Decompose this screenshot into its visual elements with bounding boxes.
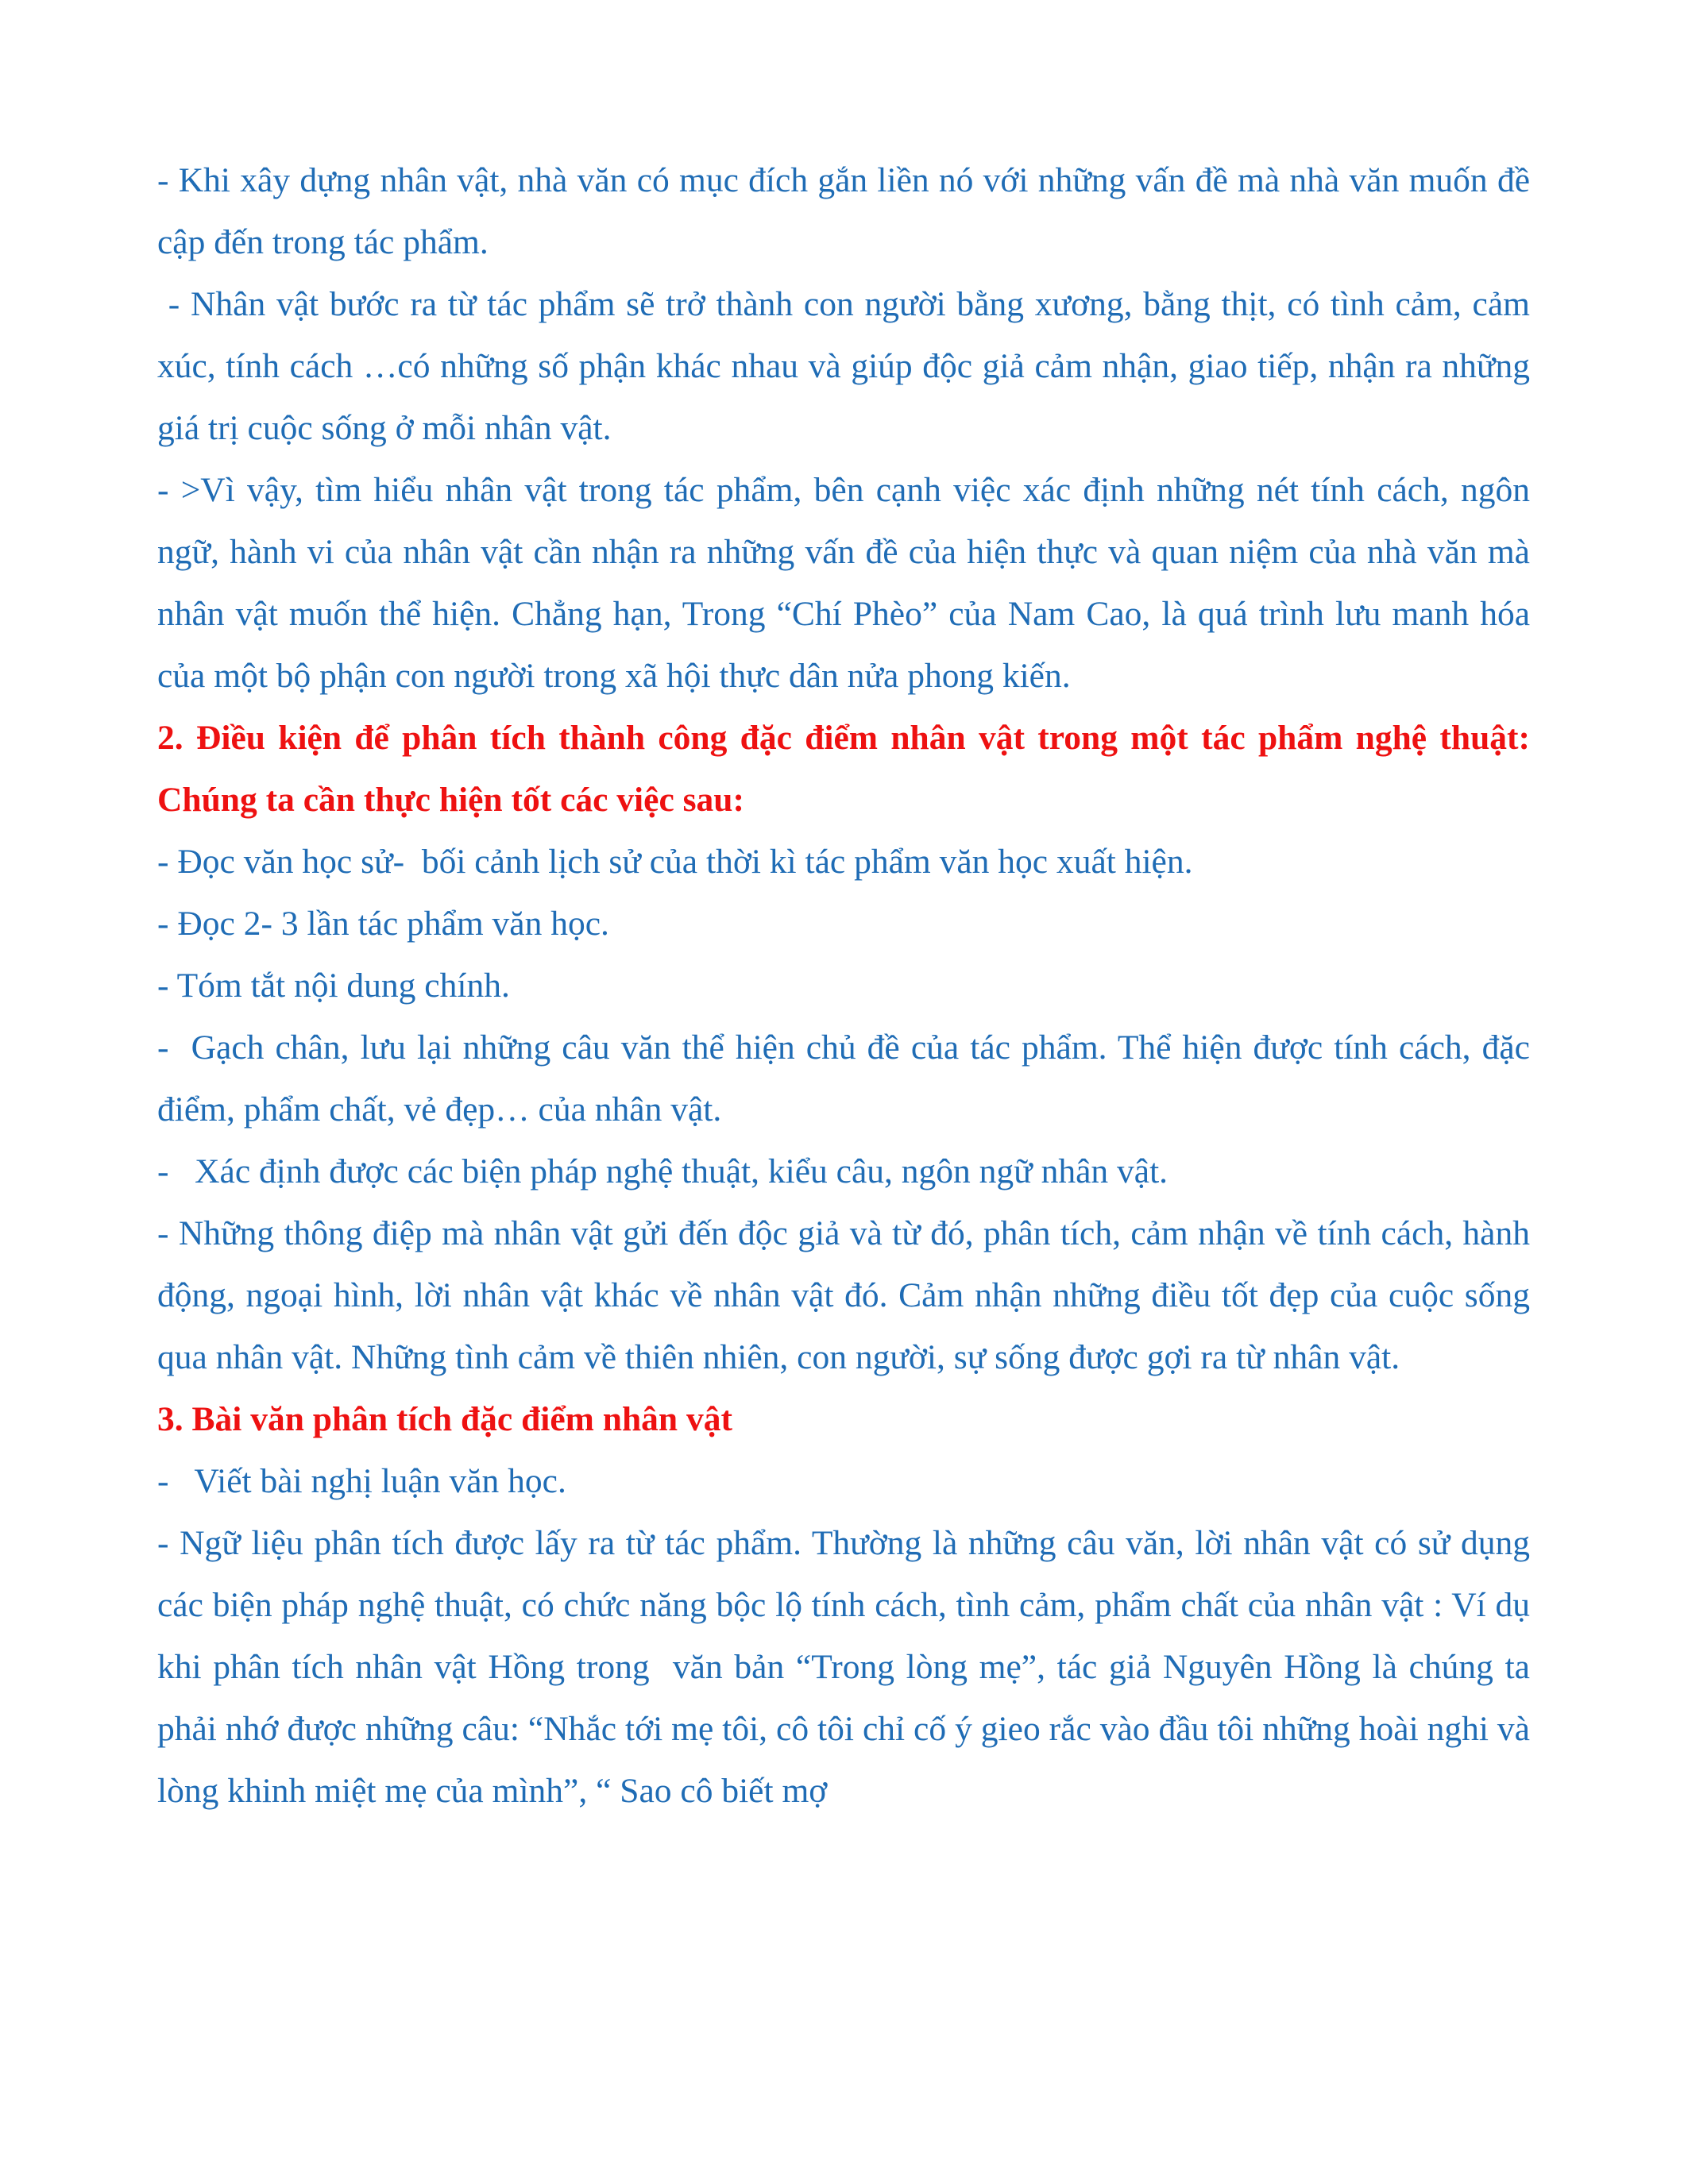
paragraph-source-material: - Ngữ liệu phân tích được lấy ra từ tác phẩm. Thường là những câu văn, lời nhân vật có sử dụng các biện pháp nghệ thuật, có chức năng bộc lộ tính cách, tình cảm, phẩm chất của nhân vật : Ví dụ khi phân tích nhân vật Hồng trong văn bản “Trong lòng mẹ”, tác giả Nguyên Hồng là chúng ta phải nhớ được những câu: “Nhắc tới mẹ tôi, cô tôi chỉ cố ý gieo rắc vào đầu tôi những hoài nghi và lòng khinh miệt mẹ của mình”, “ Sao cô biết mợ [157, 1524, 1539, 1810]
section-heading-2: 2. Điều kiện để phân tích thành công đặc điểm nhân vật trong một tác phẩm nghệ thuật: Chúng ta cần thực hiện tốt các việc sau: [157, 719, 1530, 819]
list-item-messages: - Những thông điệp mà nhân vật gửi đến độc giả và từ đó, phân tích, cảm nhận về tính cách, hành động, ngoại hình, lời nhân vật khác về nhân vật đó. Cảm nhận những điều tốt đẹp của cuộc sống qua nhân vật. Những tình cảm về thiên nhiên, con người, sự sống được gợi ra từ nhân vật. [157, 1214, 1530, 1376]
list-item-identify-techniques: - Xác định được các biện pháp nghệ thuật, kiểu câu, ngôn ngữ nhân vật. [157, 1152, 1168, 1190]
section-heading-3: 3. Bài văn phân tích đặc điểm nhân vật [157, 1400, 732, 1438]
document-page [157, 149, 1539, 1822]
list-item-underline: - Gạch chân, lưu lại những câu văn thể hiện chủ đề của tác phẩm. Thể hiện được tính cách, đặc điểm, phẩm chất, vẻ đẹp… của nhân vật. [157, 1028, 1539, 1129]
paragraph-character-living: - Nhân vật bước ra từ tác phẩm sẽ trở thành con người bằng xương, bằng thịt, có tình cảm, cảm xúc, tính cách …có những số phận khác nhau và giúp độc giả cảm nhận, giao tiếp, nhận ra những giá trị cuộc sống ở mỗi nhân vật. [157, 285, 1539, 447]
list-item-read-history: - Đọc văn học sử- bối cảnh lịch sử của thời kì tác phẩm văn học xuất hiện. [157, 843, 1193, 881]
list-item-read-work: - Đọc 2- 3 lần tác phẩm văn học. [157, 905, 609, 943]
list-item-summarize: - Tóm tắt nội dung chính. [157, 967, 510, 1005]
paragraph-character-purpose: - Khi xây dựng nhân vật, nhà văn có mục đích gắn liền nó với những vấn đề mà nhà văn muốn đề cập đến trong tác phẩm. [157, 161, 1530, 261]
list-item-write-essay: - Viết bài nghị luận văn học. [157, 1462, 566, 1500]
paragraph-therefore: - >Vì vậy, tìm hiểu nhân vật trong tác phẩm, bên cạnh việc xác định những nét tính cách, ngôn ngữ, hành vi của nhân vật cần nhận ra những vấn đề của hiện thực và quan niệm của nhà văn mà nhân vật muốn thể hiện. Chẳng hạn, Trong “Chí Phèo” của Nam Cao, là quá trình lưu manh hóa của một bộ phận con người trong xã hội thực dân nửa phong kiến. [157, 471, 1530, 695]
